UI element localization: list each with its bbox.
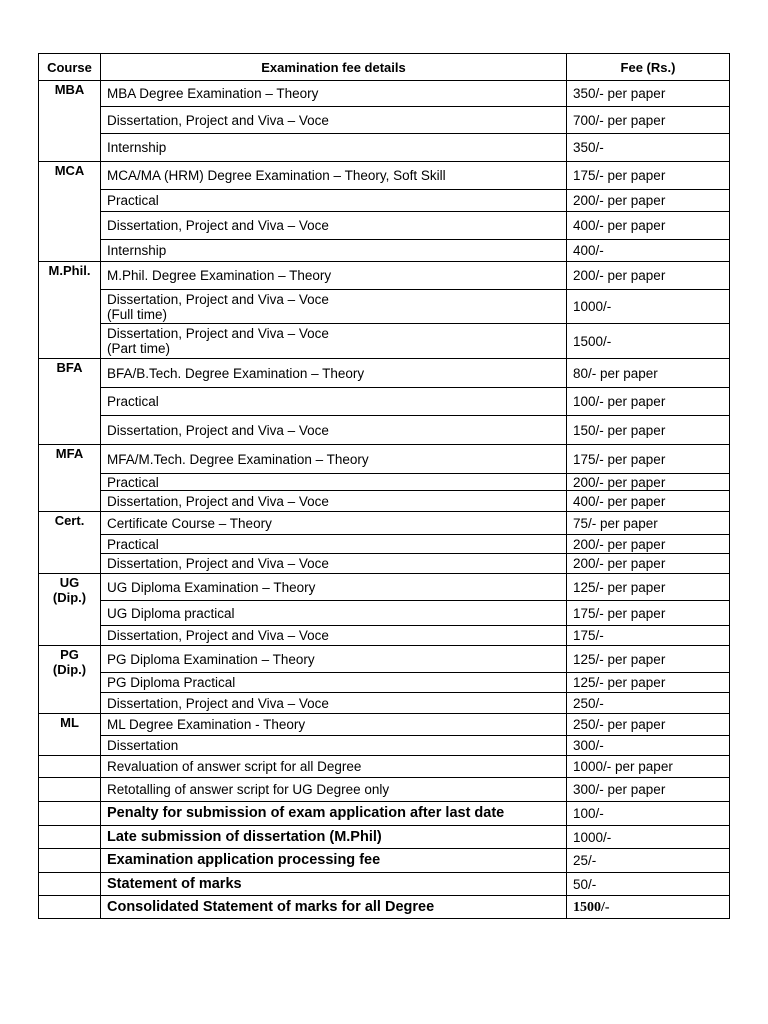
table-row [39, 826, 730, 849]
table-row [39, 673, 730, 693]
table-row [39, 416, 730, 445]
fee-cell: 250/- [567, 693, 730, 714]
course-cell: ML [39, 714, 101, 756]
table-row [39, 162, 730, 190]
detail-cell: Late submission of dissertation (M.Phil) [101, 826, 567, 849]
detail-cell: M.Phil. Degree Examination – Theory [101, 262, 567, 290]
fee-cell: 250/- per paper [567, 714, 730, 736]
table-row [39, 324, 730, 359]
table-row [39, 535, 730, 554]
table-row [39, 802, 730, 826]
empty-course-cell [39, 873, 101, 896]
detail-cell: PG Diploma Examination – Theory [101, 646, 567, 673]
table-row [39, 81, 730, 107]
detail-cell: MBA Degree Examination – Theory [101, 81, 567, 107]
details-header: Examination fee details [101, 54, 567, 81]
fee-cell: 400/- per paper [567, 491, 730, 512]
table-row [39, 445, 730, 474]
table-row [39, 693, 730, 714]
course-cell: MCA [39, 162, 101, 262]
detail-cell: Dissertation, Project and Viva – Voce [101, 416, 567, 445]
course-header: Course [39, 54, 101, 81]
detail-cell: Practical [101, 190, 567, 212]
header-row [39, 54, 730, 81]
detail-cell: Dissertation, Project and Viva – Voce [101, 626, 567, 646]
course-cell: PG (Dip.) [39, 646, 101, 714]
table-row [39, 646, 730, 673]
detail-cell: Penalty for submission of exam application after last date [101, 802, 567, 826]
fee-table-body [39, 81, 730, 919]
table-row [39, 491, 730, 512]
fee-cell: 1000/- per paper [567, 756, 730, 778]
detail-cell: Retotalling of answer script for UG Degree only [101, 778, 567, 802]
fee-cell: 1000/- [567, 826, 730, 849]
course-cell: UG (Dip.) [39, 574, 101, 646]
table-row [39, 388, 730, 416]
fee-cell: 100/- per paper [567, 388, 730, 416]
table-row [39, 736, 730, 756]
fee-cell: 400/- [567, 240, 730, 262]
fee-cell: 25/- [567, 849, 730, 873]
detail-cell: MFA/M.Tech. Degree Examination – Theory [101, 445, 567, 474]
empty-course-cell [39, 802, 101, 826]
fee-cell: 350/- per paper [567, 81, 730, 107]
detail-cell: Practical [101, 474, 567, 491]
fee-cell: 175/- per paper [567, 601, 730, 626]
detail-cell: Consolidated Statement of marks for all Degree [101, 896, 567, 919]
detail-cell: Dissertation, Project and Viva – Voce [101, 554, 567, 574]
table-row [39, 778, 730, 802]
detail-cell: Dissertation, Project and Viva – Voce [101, 491, 567, 512]
table-row [39, 574, 730, 601]
detail-cell: Practical [101, 535, 567, 554]
table-row [39, 873, 730, 896]
detail-cell: Dissertation, Project and Viva – Voce (Full time) [101, 290, 567, 324]
course-cell: BFA [39, 359, 101, 445]
fee-table [38, 53, 730, 919]
detail-cell: Certificate Course – Theory [101, 512, 567, 535]
course-cell: Cert. [39, 512, 101, 574]
fee-cell: 1000/- [567, 290, 730, 324]
fee-cell: 200/- per paper [567, 262, 730, 290]
table-row [39, 262, 730, 290]
detail-cell: Statement of marks [101, 873, 567, 896]
detail-cell: MCA/MA (HRM) Degree Examination – Theory, Soft Skill [101, 162, 567, 190]
fee-cell: 300/- [567, 736, 730, 756]
empty-course-cell [39, 896, 101, 919]
fee-cell: 50/- [567, 873, 730, 896]
empty-course-cell [39, 756, 101, 778]
empty-course-cell [39, 778, 101, 802]
detail-cell: Dissertation, Project and Viva – Voce (Part time) [101, 324, 567, 359]
table-row [39, 554, 730, 574]
fee-cell: 175/- per paper [567, 162, 730, 190]
table-row [39, 601, 730, 626]
fee-cell: 1500/- [567, 896, 730, 919]
fee-cell: 150/- per paper [567, 416, 730, 445]
empty-course-cell [39, 826, 101, 849]
table-row [39, 849, 730, 873]
detail-cell: UG Diploma Examination – Theory [101, 574, 567, 601]
detail-cell: Revaluation of answer script for all Degree [101, 756, 567, 778]
course-cell: MBA [39, 81, 101, 162]
table-row [39, 190, 730, 212]
fee-cell: 200/- per paper [567, 190, 730, 212]
table-row [39, 359, 730, 388]
course-cell: M.Phil. [39, 262, 101, 359]
detail-cell: Dissertation [101, 736, 567, 756]
detail-cell: Internship [101, 240, 567, 262]
fee-cell: 125/- per paper [567, 646, 730, 673]
course-cell: MFA [39, 445, 101, 512]
table-row [39, 626, 730, 646]
fee-cell: 1500/- [567, 324, 730, 359]
fee-cell: 100/- [567, 802, 730, 826]
detail-cell: Dissertation, Project and Viva – Voce [101, 693, 567, 714]
fee-cell: 400/- per paper [567, 212, 730, 240]
table-row [39, 290, 730, 324]
table-row [39, 212, 730, 240]
fee-header: Fee (Rs.) [567, 54, 730, 81]
detail-cell: UG Diploma practical [101, 601, 567, 626]
fee-cell: 125/- per paper [567, 574, 730, 601]
table-row [39, 240, 730, 262]
detail-cell: Examination application processing fee [101, 849, 567, 873]
fee-cell: 200/- per paper [567, 474, 730, 491]
fee-cell: 700/- per paper [567, 107, 730, 134]
empty-course-cell [39, 849, 101, 873]
fee-cell: 125/- per paper [567, 673, 730, 693]
fee-cell: 300/- per paper [567, 778, 730, 802]
fee-cell: 350/- [567, 134, 730, 162]
fee-cell: 200/- per paper [567, 554, 730, 574]
fee-cell: 175/- per paper [567, 445, 730, 474]
table-row [39, 896, 730, 919]
fee-cell: 75/- per paper [567, 512, 730, 535]
detail-cell: BFA/B.Tech. Degree Examination – Theory [101, 359, 567, 388]
fee-cell: 80/- per paper [567, 359, 730, 388]
table-row [39, 134, 730, 162]
table-row [39, 714, 730, 736]
detail-cell: Dissertation, Project and Viva – Voce [101, 107, 567, 134]
detail-cell: Dissertation, Project and Viva – Voce [101, 212, 567, 240]
table-row [39, 474, 730, 491]
table-row [39, 512, 730, 535]
detail-cell: ML Degree Examination - Theory [101, 714, 567, 736]
fee-cell: 175/- [567, 626, 730, 646]
table-row [39, 107, 730, 134]
detail-cell: Practical [101, 388, 567, 416]
table-row [39, 756, 730, 778]
fee-cell: 200/- per paper [567, 535, 730, 554]
detail-cell: PG Diploma Practical [101, 673, 567, 693]
detail-cell: Internship [101, 134, 567, 162]
